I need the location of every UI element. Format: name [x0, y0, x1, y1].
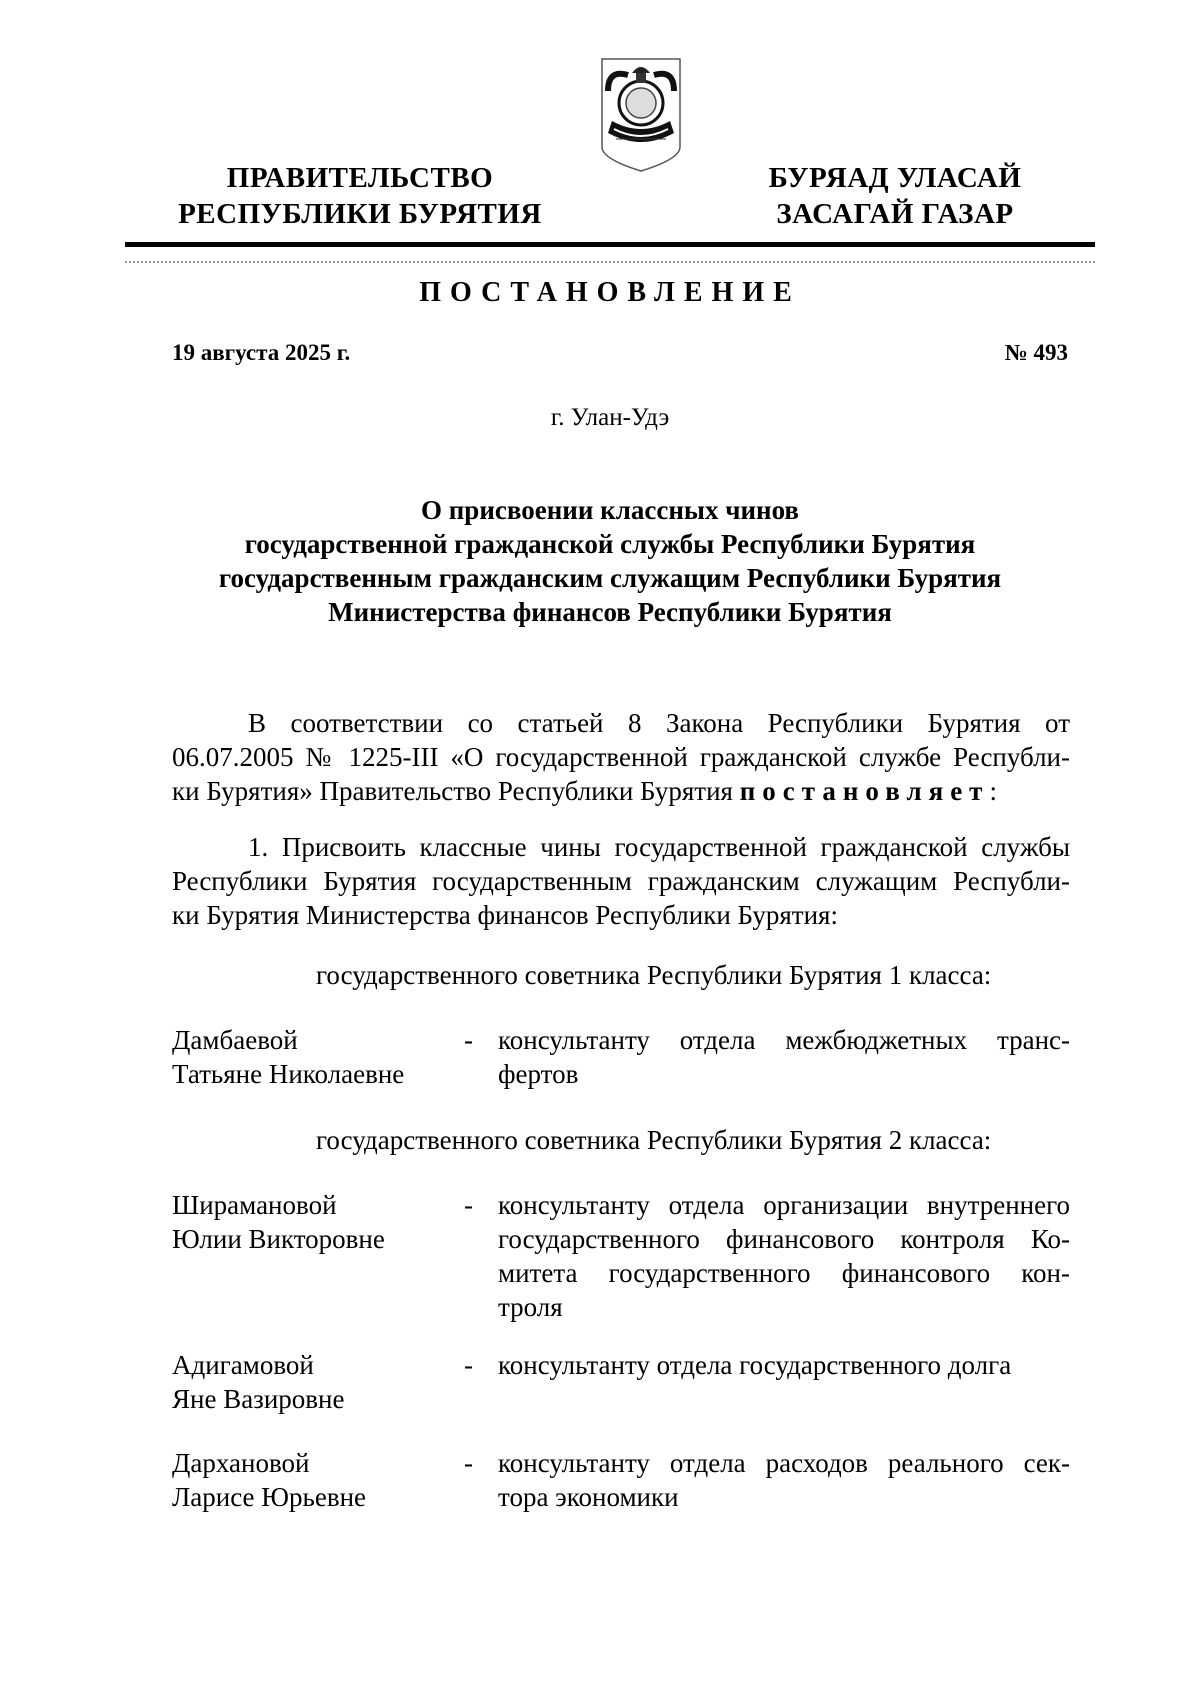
paragraph-line: 06.07.2005 № 1225-III «О государственной гражданской службе Республи-	[172, 742, 1070, 772]
position-line: троля	[498, 1292, 563, 1322]
position-line: государственного финансового контроля Ко-	[498, 1224, 1070, 1254]
entry-dash: -	[464, 1448, 473, 1478]
header-divider	[125, 242, 1095, 247]
header-line: ПРАВИТЕЛЬСТВО	[226, 162, 494, 194]
clause-1-paragraph	[172, 830, 1070, 932]
appointee-position	[498, 1348, 1070, 1382]
name-line: Яне Вазировне	[172, 1384, 345, 1414]
position-line: тора экономики	[498, 1482, 679, 1512]
decree-word: постановляет	[739, 776, 990, 806]
header-line: ЗАСАГАЙ ГАЗАР	[776, 198, 1014, 230]
document-type: ПОСТАНОВЛЕНИЕ	[419, 277, 801, 308]
paragraph-line: 1. Присвоить классные чины государственной гражданской службы	[248, 832, 1070, 862]
appointee-name	[172, 1023, 442, 1091]
entry-dash: -	[464, 1190, 473, 1220]
entry-dash: -	[464, 1350, 473, 1380]
position-line: консультанту отдела государственного долга	[498, 1350, 1012, 1380]
coat-of-arms-icon	[596, 55, 686, 175]
title-line: государственной гражданской службы Республики Бурятия	[244, 529, 976, 559]
paragraph-text: :	[989, 776, 997, 806]
appointee-name	[172, 1348, 442, 1416]
paragraph-line: ки Бурятия Министерства финансов Республики Бурятия:	[172, 900, 838, 930]
document-title	[150, 493, 1070, 629]
paragraph-line: Республики Бурятия государственным гражданским служащим Республи-	[172, 866, 1070, 896]
title-line: О присвоении классных чинов	[421, 495, 799, 525]
rank-heading: государственного советника Республики Бурятия 2 класса:	[316, 1125, 992, 1155]
name-line: Ширамановой	[172, 1190, 337, 1220]
appointee-name	[172, 1446, 442, 1514]
header-government-name-buryat	[735, 160, 1055, 232]
paragraph-line: В соответствии со статьей 8 Закона Республики Бурятия от	[248, 708, 1070, 738]
paragraph-text: ки Бурятия» Правительство Республики Бурятия	[172, 776, 740, 806]
header-government-name	[170, 160, 550, 232]
appointee-position	[498, 1446, 1070, 1514]
name-line: Татьяне Николаевне	[172, 1059, 405, 1089]
header-line: БУРЯАД УЛАСАЙ	[768, 162, 1022, 194]
appointee-name	[172, 1188, 442, 1256]
document-date: 19 августа 2025 г.	[172, 340, 351, 365]
position-line: митета государственного финансового кон-	[498, 1258, 1070, 1288]
appointee-position	[498, 1188, 1070, 1324]
name-line: Юлии Викторовне	[172, 1224, 385, 1254]
position-line: фертов	[498, 1059, 579, 1089]
appointee-position	[498, 1023, 1070, 1091]
rank-heading: государственного советника Республики Бурятия 1 класса:	[316, 960, 992, 990]
position-line: консультанту отдела межбюджетных транс-	[498, 1025, 1070, 1055]
document-city: г. Улан-Удэ	[550, 404, 670, 431]
title-line: государственным гражданским служащим Республики Бурятия	[218, 563, 1002, 593]
name-line: Адигамовой	[172, 1350, 314, 1380]
position-line: консультанту отдела расходов реального сек-	[498, 1448, 1070, 1478]
position-line: консультанту отдела организации внутреннего	[498, 1190, 1070, 1220]
title-line: Министерства финансов Республики Бурятия	[328, 597, 892, 627]
preamble-paragraph	[172, 706, 1070, 808]
header-divider-dotted	[125, 261, 1095, 263]
entry-dash: -	[464, 1025, 473, 1055]
document-number: № 493	[1004, 340, 1068, 365]
name-line: Дамбаевой	[172, 1025, 298, 1055]
name-line: Дархановой	[172, 1448, 310, 1478]
name-line: Ларисе Юрьевне	[172, 1482, 367, 1512]
paragraph-line	[172, 774, 1070, 808]
header-line: РЕСПУБЛИКИ БУРЯТИЯ	[178, 198, 542, 230]
